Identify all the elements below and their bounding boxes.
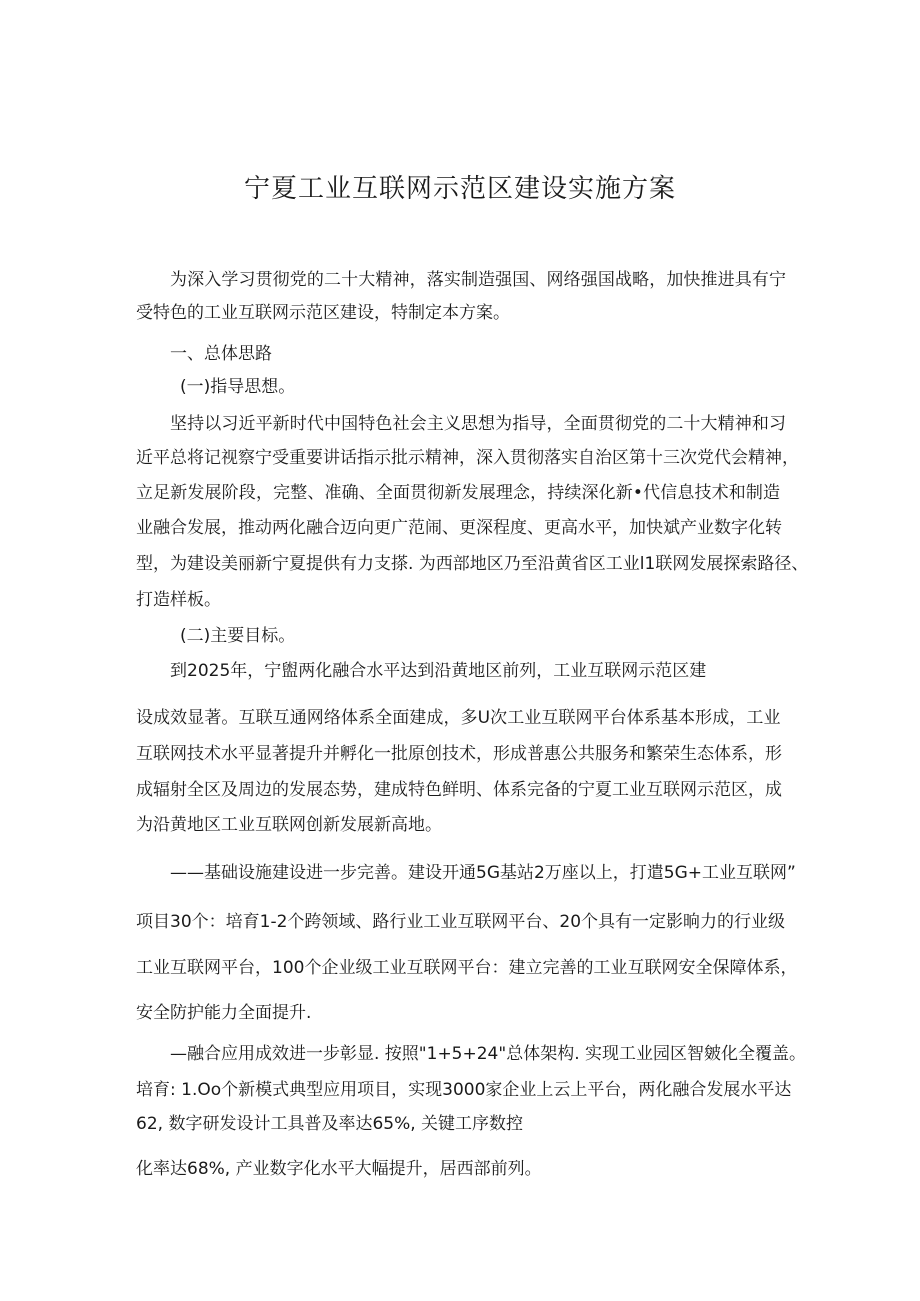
paragraph-line: 受特色的工业互联网示范区建设，特制定本方案。 [136, 303, 510, 323]
paragraph-line: 到2025年，宁盥两化融合水平达到沿黄地区前列，工业互联网示范区建 [170, 661, 707, 681]
paragraph-line: 为沿黄地区工业互联网创新发展新高地。 [136, 815, 442, 835]
document-title: 宁夏工业互联网示范区建设实施方案 [243, 174, 676, 204]
paragraph-line: 近平总将记视察宁受重要讲话指示批示精神，深入贯彻落实自治区第十三次党代会精神， [136, 448, 799, 468]
paragraph-line: 成辐射全区及周边的发展态势，建成特色鲜明、体系完备的宁夏工业互联网示范区，成 [136, 780, 782, 800]
subsection-heading: (一)指导思想。 [180, 377, 296, 397]
paragraph-line: 化率达68%, 产业数字化水平大幅提升，居西部前列。 [136, 1159, 542, 1179]
paragraph-line: 工业互联网平台，100个企业级工业互联网平台：建立完善的工业互联网安全保障体系， [136, 958, 798, 978]
paragraph-line: 互联网技术水平显著提升并孵化一批原创技术，形成普惠公共服务和繁荣生态体系，形 [136, 744, 782, 764]
section-heading: 一、总体思路 [170, 344, 272, 364]
paragraph-line: —融合应用成效进一步彰显. 按照"1+5+24"总体架构. 实现工业园区智皴化全覆盖。 [170, 1044, 807, 1064]
paragraph-line: 62, 数字研发设计工具普及率达65%, 关键工序数控 [136, 1114, 524, 1134]
paragraph-line: ——基础设施建设进一步完善。建设开通5G基站2万座以上，打遣5G+工业互联网” [170, 863, 796, 883]
paragraph-line: 立足新发展阶段，完整、准确、全面贯彻新发展理念，持续深化新•代信息技术和制造 [136, 483, 781, 503]
paragraph-line: 型，为建设美丽新宁夏提供有力支搽. 为西部地区乃至沿黄省区工业l1联网发展探索路径、 [136, 554, 809, 574]
paragraph-line: 业融合发展，推动两化融合迈向更广范闹、更深程度、更高水平，加快斌产业数字化转 [136, 518, 782, 538]
paragraph-line: 为深入学习贯彻党的二十大精神，落实制造强国、网络强国战略，加快推进具有宁 [170, 270, 787, 290]
paragraph-line: 设成效显著。互联互通网络体系全面建成，多U次工业互联网平台体系基本形成，工业 [136, 708, 781, 728]
paragraph-line: 项目30个：培育1-2个跨领域、路行业工业互联网平台、20个具有一定影晌力的行业级 [136, 912, 786, 932]
paragraph-line: 打造样板。 [136, 590, 221, 610]
paragraph-line: 坚持以习近平新时代中国特色社会主义思想为指导，全面贯彻党的二十大精神和习 [170, 414, 787, 434]
paragraph-line: 培育: 1.Oo个新模式典型应用项目，实现3000家企业上云上平台，两化融合发展水平达 [136, 1080, 792, 1100]
paragraph-line: 安全防护能力全面提升. [136, 1003, 312, 1023]
subsection-heading: (二)主要目标。 [180, 626, 296, 646]
